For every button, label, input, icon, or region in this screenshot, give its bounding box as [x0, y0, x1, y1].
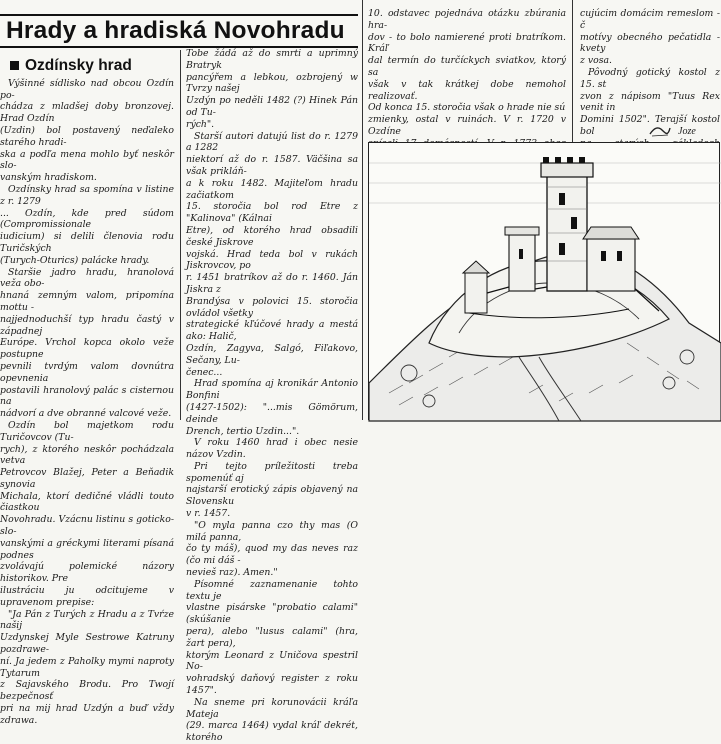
- text-line: čenec...: [186, 366, 223, 378]
- text-line: Ozdínsky hrad sa spomína v listine z r. 1279: [0, 183, 174, 207]
- text-line: nádvorí a dve obranné valcové veže.: [0, 408, 172, 420]
- text-line: (Uzdin) bol postavený neďaleko starého hradi-: [0, 124, 174, 148]
- text-line: pera), alebo "lusus calami" (hra, žart pera),: [186, 626, 358, 649]
- text-line: niektorí až do r. 1587. Väčšina sa však prikláň-: [186, 154, 358, 177]
- text-line: "Ja Pán z Turých z Hradu a z Tvŕze našij: [0, 608, 174, 632]
- text-line: Od konca 15. storočia však o hrade nie sú: [368, 102, 566, 114]
- text-line: zmienky, ostal v ruinách. V r. 1720 v Ozdíne: [368, 114, 566, 137]
- text-line: však v tak krátkej dobe nemohol realizovať.: [368, 78, 566, 102]
- text-line: z Sajavského Brodu. Pro Twojí bezpečnosť: [0, 679, 174, 703]
- text-line: Petrovcov Blažej, Peter a Beňadik synovia: [0, 467, 174, 490]
- text-line: r. 1451 bratríkov až do r. 1460. Ján Jiskra z: [186, 272, 358, 295]
- text-line: vojská. Hrad teda bol v rukách Jiskrovcov, po: [186, 248, 358, 272]
- column-rule: [180, 50, 181, 420]
- text-line: Starší autori datujú list do r. 1279 a 1282: [186, 130, 358, 154]
- text-line: rych), z ktorého neskôr pochádzala vetva: [0, 443, 174, 467]
- text-line: 15. storočia bol rod Etre z "Kalinova" (Kálnai: [186, 201, 358, 225]
- headline-banner: [0, 14, 358, 48]
- text-line: Pri tejto príležitosti treba spomenúť aj: [186, 460, 358, 484]
- text-line: ní. Ja jedem z Paholky mymi naproty Tytarum: [0, 655, 174, 679]
- text-line: cujúcim domácim remeslom - č: [580, 8, 720, 31]
- square-bullet-icon: [10, 61, 19, 70]
- text-line: vanskými a gréckymi literami písaná podnes: [0, 537, 174, 561]
- text-line: Michala, ktorí dedičné vládli touto čiastkou: [0, 490, 174, 514]
- text-line: Európe. Vrchol kopca okolo veže postupne: [0, 337, 174, 361]
- signature-flourish-icon: [648, 124, 672, 138]
- text-line: ktorým Leonard z Uničova spestril No-: [186, 649, 358, 673]
- text-line: Ozdín bol majetkom rodu Turičovcov (Tu-: [0, 419, 174, 443]
- text-line: nevieš raz). Amen.": [186, 567, 278, 579]
- text-line: vlastne pisárske "probatio calami" (skúšanie: [186, 602, 358, 626]
- text-line: vohradský daňový register z roku 1457".: [186, 673, 358, 697]
- castle-ruin-illustration: [368, 142, 720, 420]
- text-line: Drench, tertio Uzdin...".: [186, 425, 300, 437]
- text-line: "O myla panna czo thy mas (O milá panna,: [186, 519, 358, 543]
- text-line: Etre), od ktorého hrad obsadili české Jiskrove: [186, 224, 358, 248]
- text-line: čo ty máš), quod my das neves raz (čo mi dáš -: [186, 543, 358, 567]
- text-line: najstarší erotický zápis objavený na Slovensku: [186, 484, 358, 508]
- text-line: hnaná zemným valom, pripomína mottu -: [0, 290, 174, 313]
- article-column-1: [0, 57, 174, 727]
- text-line: ska a podľa mena mohlo byť neskôr slo-: [0, 148, 174, 172]
- text-line: V roku 1460 hrad i obec nesie názov Vzdin.: [186, 437, 358, 461]
- text-line: Domini 1502". Terajší kostol bol: [580, 114, 720, 137]
- text-line: (29. marca 1464) vydal kráľ dekrét, ktorého: [186, 720, 358, 744]
- text-line: najjednoduchší typ hradu častý v západnej: [0, 313, 174, 337]
- text-line: ilustráciu ju odcitujeme v upravenom prepise:: [0, 585, 174, 608]
- text-line: Tobe žádá až do smrti a uprimný Bratryk: [186, 48, 358, 71]
- text-line: Uzdýn po neděli 1482 (?) Hinek Pán od Tu-: [186, 95, 358, 118]
- text-line: a k roku 1482. Majiteľom hradu začiatkom: [186, 177, 358, 201]
- text-line: pevnili tvrdým valom dovnútra opevnenia: [0, 360, 174, 384]
- text-line: pri na mij hrad Uzdýn a buď vždy zdrawa.: [0, 703, 174, 726]
- text-line: ... Ozdín, kde pred súdom (Compromissionale: [0, 207, 174, 231]
- text-line: Výšinné sídlisko nad obcou Ozdín po-: [0, 77, 174, 101]
- text-line: (1427-1502): "...mis Gömörum, deinde: [186, 401, 358, 425]
- text-line: chádza z mladšej doby bronzovej. Hrad Ozdín: [0, 101, 174, 125]
- text-line: pancýřem a lebkou, ozbrojený w Tvrzy našej: [186, 71, 358, 95]
- text-line: rých".: [186, 118, 215, 130]
- section-title: Ozdínsky hrad: [25, 57, 132, 74]
- text-line: Hrad spomína aj kronikár Antonio Bonfini: [186, 378, 358, 402]
- text-line: motívy obecného pečatidla - kvety: [580, 31, 720, 55]
- headline: Hrady a hradiská Novohradu: [6, 17, 345, 44]
- text-line: Staršie jadro hradu, hranolová veža obo-: [0, 266, 174, 290]
- section-heading: [10, 57, 174, 74]
- text-line: Na sneme pri korunovácii kráľa Mateja: [186, 696, 358, 720]
- text-line: strategické kľúčové hrady a mestá ako: Halič,: [186, 319, 358, 343]
- text-line: dal termín do turčíckych sviatkov, ktorý sa: [368, 55, 566, 78]
- text-line: Novohradu. Vzácnu listinu s goticko-slo-: [0, 514, 174, 538]
- column-rule: [362, 0, 363, 420]
- text-line: zvolávajú polemické názory historikov. Pre: [0, 561, 174, 585]
- text-line: Písomné zaznamenanie tohto textu je: [186, 578, 358, 602]
- text-line: v r. 1457.: [186, 508, 231, 520]
- text-line: iudicium) si delili členovia rodu Turičských: [0, 231, 174, 254]
- text-line: vanským hradiskom.: [0, 172, 97, 184]
- text-line: z vosa.: [580, 55, 612, 67]
- column-rule: [572, 0, 573, 142]
- article-column-2: [186, 48, 358, 744]
- text-line: (Turych-Oturics) palácke hrady.: [0, 254, 150, 266]
- text-line: zvon z nápisom "Tuus Rex venit in: [580, 90, 720, 114]
- author-name: Joze: [678, 126, 696, 137]
- text-line: Pôvodný gotický kostol z 15. st: [580, 66, 720, 90]
- text-line: 10. odstavec pojednáva otázku zbúrania hra-: [368, 8, 566, 31]
- castle-ruin-drawing-icon: [369, 143, 721, 421]
- text-line: postavili hranolový palác s cisternou na: [0, 384, 174, 408]
- text-line: dov - to bolo namierené proti bratríkom. Kráľ: [368, 31, 566, 55]
- text-line: Brandýsa v polovici 15. storočia ovládol všetky: [186, 295, 358, 319]
- text-line: Uzdynskej Myle Sestrowe Katruny pozdrawe-: [0, 632, 174, 656]
- text-line: Ozdín, Zagyva, Salgó, Fiľakovo, Sečany, Lu-: [186, 342, 358, 366]
